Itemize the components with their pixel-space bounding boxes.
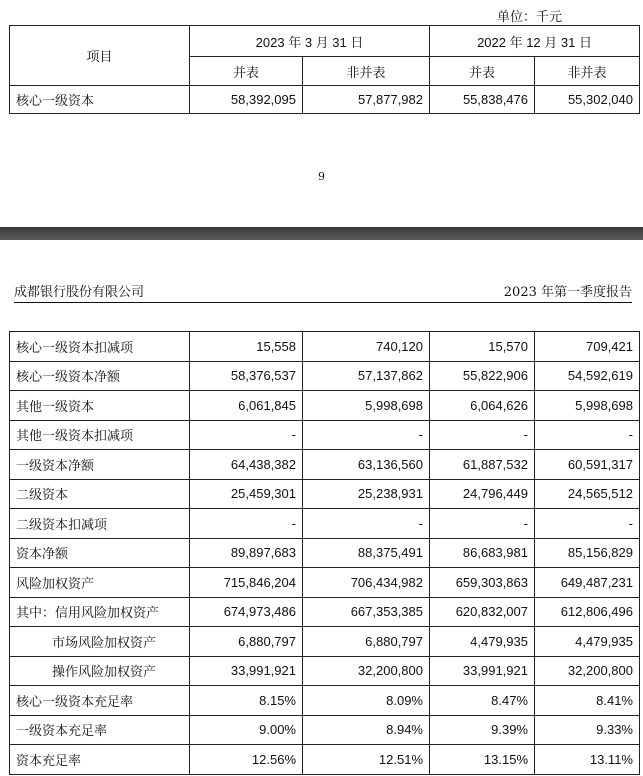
row-label: 核心一级资本 (10, 86, 190, 114)
row-label: 资本充足率 (10, 745, 190, 775)
row-label: 一级资本充足率 (10, 715, 190, 745)
page-separator (0, 227, 643, 240)
cell-value: 63,136,560 (303, 450, 430, 480)
row-label: 风险加权资产 (10, 568, 190, 598)
cell-value: 8.41% (535, 686, 640, 716)
cell-value: 6,061,845 (190, 391, 303, 421)
cell-value: 85,156,829 (535, 538, 640, 568)
cell-value: 612,806,496 (535, 597, 640, 627)
cell-value: 24,565,512 (535, 479, 640, 509)
period-header-2022: 2022 年 12 月 31 日 (430, 26, 640, 57)
cell-value: 5,998,698 (535, 391, 640, 421)
table-row (10, 597, 640, 627)
sub-header: 非并表 (535, 57, 640, 86)
table-row (10, 361, 640, 391)
row-label: 二级资本 (10, 479, 190, 509)
cell-value: 9.00% (190, 715, 303, 745)
cell-value: - (303, 509, 430, 539)
company-name: 成都银行股份有限公司 (14, 285, 145, 300)
sub-header: 并表 (190, 57, 303, 86)
cell-value: 33,991,921 (430, 656, 535, 686)
cell-value: 54,592,619 (535, 361, 640, 391)
cell-value: 64,438,382 (190, 450, 303, 480)
cell-value: 58,376,537 (190, 361, 303, 391)
cell-value: 674,973,486 (190, 597, 303, 627)
cell-value: 5,998,698 (303, 391, 430, 421)
capital-table-main (9, 331, 640, 775)
cell-value: - (430, 509, 535, 539)
cell-value: 8.47% (430, 686, 535, 716)
cell-value: 667,353,385 (303, 597, 430, 627)
table-row (10, 332, 640, 362)
cell-value: 8.09% (303, 686, 430, 716)
cell-value: 715,846,204 (190, 568, 303, 598)
cell-value: 25,238,931 (303, 479, 430, 509)
period-header-2023: 2023 年 3 月 31 日 (190, 26, 430, 57)
sub-header: 非并表 (303, 57, 430, 86)
cell-value: 60,591,317 (535, 450, 640, 480)
cell-value: 32,200,800 (535, 656, 640, 686)
cell-value: - (535, 509, 640, 539)
cell-value: 55,838,476 (430, 86, 535, 114)
cell-value: 86,683,981 (430, 538, 535, 568)
cell-value: 25,459,301 (190, 479, 303, 509)
table-row (10, 479, 640, 509)
row-label: 市场风险加权资产 (10, 627, 190, 657)
row-label: 操作风险加权资产 (10, 656, 190, 686)
cell-value: - (190, 509, 303, 539)
cell-value: 9.33% (535, 715, 640, 745)
table-row (10, 627, 640, 657)
table-row (10, 715, 640, 745)
table-row (10, 538, 640, 568)
row-label: 其他一级资本扣减项 (10, 420, 190, 450)
table-row (10, 420, 640, 450)
cell-value: 13.15% (430, 745, 535, 775)
cell-value: 6,880,797 (303, 627, 430, 657)
unit-label: 单位：千元 (496, 10, 562, 25)
cell-value: 6,064,626 (430, 391, 535, 421)
row-label: 资本净额 (10, 538, 190, 568)
table-row (10, 450, 640, 480)
cell-value: 57,877,982 (303, 86, 430, 114)
row-label: 一级资本净额 (10, 450, 190, 480)
cell-value: 740,120 (303, 332, 430, 362)
cell-value: 33,991,921 (190, 656, 303, 686)
cell-value: 61,887,532 (430, 450, 535, 480)
report-title: 2023 年第一季度报告 (503, 285, 632, 300)
sub-header: 并表 (430, 57, 535, 86)
cell-value: 659,303,863 (430, 568, 535, 598)
cell-value: 4,479,935 (430, 627, 535, 657)
cell-value: 620,832,007 (430, 597, 535, 627)
row-label: 核心一级资本净额 (10, 361, 190, 391)
cell-value: 13.11% (535, 745, 640, 775)
cell-value: - (535, 420, 640, 450)
cell-value: 706,434,982 (303, 568, 430, 598)
cell-value: 15,558 (190, 332, 303, 362)
table-row (10, 86, 640, 114)
table-row (10, 509, 640, 539)
page-header (14, 285, 632, 303)
row-label: 其中：信用风险加权资产 (10, 597, 190, 627)
cell-value: 55,822,906 (430, 361, 535, 391)
cell-value: 89,897,683 (190, 538, 303, 568)
row-label: 二级资本扣减项 (10, 509, 190, 539)
row-label: 核心一级资本扣减项 (10, 332, 190, 362)
table-row (10, 686, 640, 716)
cell-value: 58,392,095 (190, 86, 303, 114)
cell-value: 57,137,862 (303, 361, 430, 391)
cell-value: - (430, 420, 535, 450)
table-row (10, 745, 640, 775)
cell-value: 8.15% (190, 686, 303, 716)
cell-value: 15,570 (430, 332, 535, 362)
page-number: 9 (318, 170, 325, 183)
table-row (10, 568, 640, 598)
cell-value: 55,302,040 (535, 86, 640, 114)
cell-value: 8.94% (303, 715, 430, 745)
cell-value: 6,880,797 (190, 627, 303, 657)
cell-value: 88,375,491 (303, 538, 430, 568)
cell-value: 24,796,449 (430, 479, 535, 509)
capital-table-top (9, 25, 640, 114)
cell-value: 709,421 (535, 332, 640, 362)
row-label: 核心一级资本充足率 (10, 686, 190, 716)
cell-value: 32,200,800 (303, 656, 430, 686)
cell-value: - (190, 420, 303, 450)
cell-value: - (303, 420, 430, 450)
cell-value: 649,487,231 (535, 568, 640, 598)
table-row (10, 656, 640, 686)
cell-value: 12.56% (190, 745, 303, 775)
row-label: 其他一级资本 (10, 391, 190, 421)
cell-value: 4,479,935 (535, 627, 640, 657)
cell-value: 12.51% (303, 745, 430, 775)
cell-value: 9.39% (430, 715, 535, 745)
item-header: 项目 (10, 26, 190, 86)
table-row (10, 391, 640, 421)
